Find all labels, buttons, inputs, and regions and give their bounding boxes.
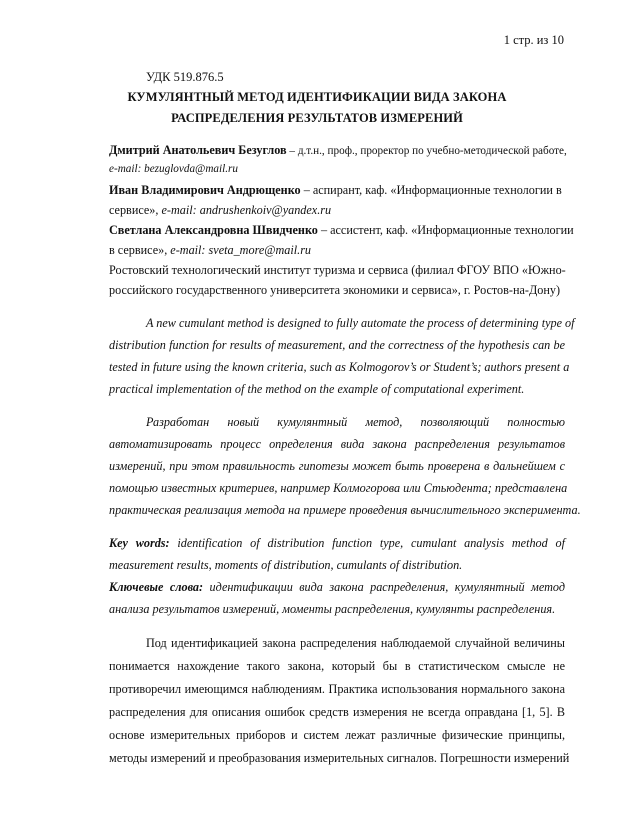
abstract-ru-line-3: измерений, при этом правильность гипотезы может быть проверена в дальнейшем с [109, 459, 565, 473]
author-2-name: Иван Владимирович Андрющенко [109, 183, 301, 197]
keywords-en-line-2: measurement results, moments of distribution, cumulants of distribution. [109, 558, 463, 572]
author-2 [109, 183, 562, 198]
abstract-en-line-1: A new cumulant method is designed to fully automate the process of determining type of [146, 316, 575, 330]
author-1-email[interactable]: e-mail: bezuglovda@mail.ru [109, 163, 238, 175]
abstract-en-line-2: distribution function for results of measurement, and the correctness of the hypothesis can be [109, 338, 565, 352]
author-2-line2 [109, 203, 331, 218]
author-1 [109, 143, 567, 158]
title-line-2: РАСПРЕДЕЛЕНИЯ РЕЗУЛЬТАТОВ ИЗМЕРЕНИЙ [171, 111, 463, 125]
author-2-email[interactable]: e-mail: andrushenkoiv@yandex.ru [161, 203, 332, 217]
author-2-desc-l1: – аспирант, каф. «Информационные технологии в [300, 183, 562, 197]
body-line-3: противоречил имеющимся наблюдениям. Практика использования нормального закона [109, 682, 565, 696]
author-3-line2 [109, 243, 311, 258]
keywords-ru-label: Ключевые слова: [109, 580, 204, 594]
body-line-4: распределения для описания ошибок средств измерения не всегда оправдана [1, 5]. В [109, 705, 565, 719]
author-1-desc: – д.т.н., проф., проректор по учебно-методической работе, [286, 145, 567, 157]
abstract-en-line-3: tested in future using the known criteria, such as Kolmogorov’s or Student’s; authors present a [109, 360, 570, 374]
abstract-ru-line-2: автоматизировать процесс определения вида закона распределения результатов [109, 437, 565, 451]
body-line-2: понимается нахождение такого закона, который бы в статистическом смысле не [109, 659, 565, 673]
keywords-ru-text-1: идентификации вида закона распределения, кумулянтный метод [203, 580, 565, 594]
abstract-ru-line-1: Разработан новый кумулянтный метод, позволяющий полностью [146, 415, 565, 429]
author-3 [109, 223, 574, 238]
body-line-6: методы измерений и преобразования измерительных сигналов. Погрешности измерений [109, 751, 570, 765]
author-3-name: Светлана Александровна Швидченко [109, 223, 318, 237]
affiliation-line-1: Ростовский технологический институт туризма и сервиса (филиал ФГОУ ВПО «Южно- [109, 263, 566, 277]
affiliation-line-2: российского государственного университета экономики и сервиса», г. Ростов-на-Дону) [109, 283, 561, 297]
author-3-email[interactable]: e-mail: sveta_more@mail.ru [170, 243, 312, 257]
abstract-en-line-4: practical implementation of the method on the example of computational experiment. [109, 382, 525, 396]
author-2-desc-l2: сервисе», [109, 203, 162, 217]
body-line-5: основе измерительных приборов и систем лежат различные физические принципы, [109, 728, 565, 742]
page-number: 1 стр. из 10 [503, 33, 564, 47]
author-3-desc-l2: в сервисе», [109, 243, 171, 257]
abstract-ru-line-4: помощью известных критериев, например Колмогорова или Стьюдента; представлена [109, 481, 568, 495]
keywords-en-text-1: identification of distribution function type, cumulant analysis method of [169, 536, 566, 550]
keywords-en-label: Key words: [109, 536, 170, 550]
author-3-desc-l1: – ассистент, каф. «Информационные технологии [317, 223, 574, 237]
abstract-ru-line-5: практическая реализация метода на примере проведения вычислительного эксперимента. [109, 503, 581, 517]
keywords-en-line-1 [109, 536, 565, 551]
title-line-1: КУМУЛЯНТНЫЙ МЕТОД ИДЕНТИФИКАЦИИ ВИДА ЗАКОНА [127, 90, 507, 104]
body-line-1: Под идентификацией закона распределения наблюдаемой случайной величины [146, 636, 565, 650]
keywords-ru-line-2: анализа результатов измерений, моменты распределения, кумулянты распределения. [109, 602, 556, 616]
keywords-ru-line-1 [109, 580, 565, 595]
udk-code: УДК 519.876.5 [146, 70, 224, 84]
author-1-name: Дмитрий Анатольевич Безуглов [109, 143, 287, 157]
